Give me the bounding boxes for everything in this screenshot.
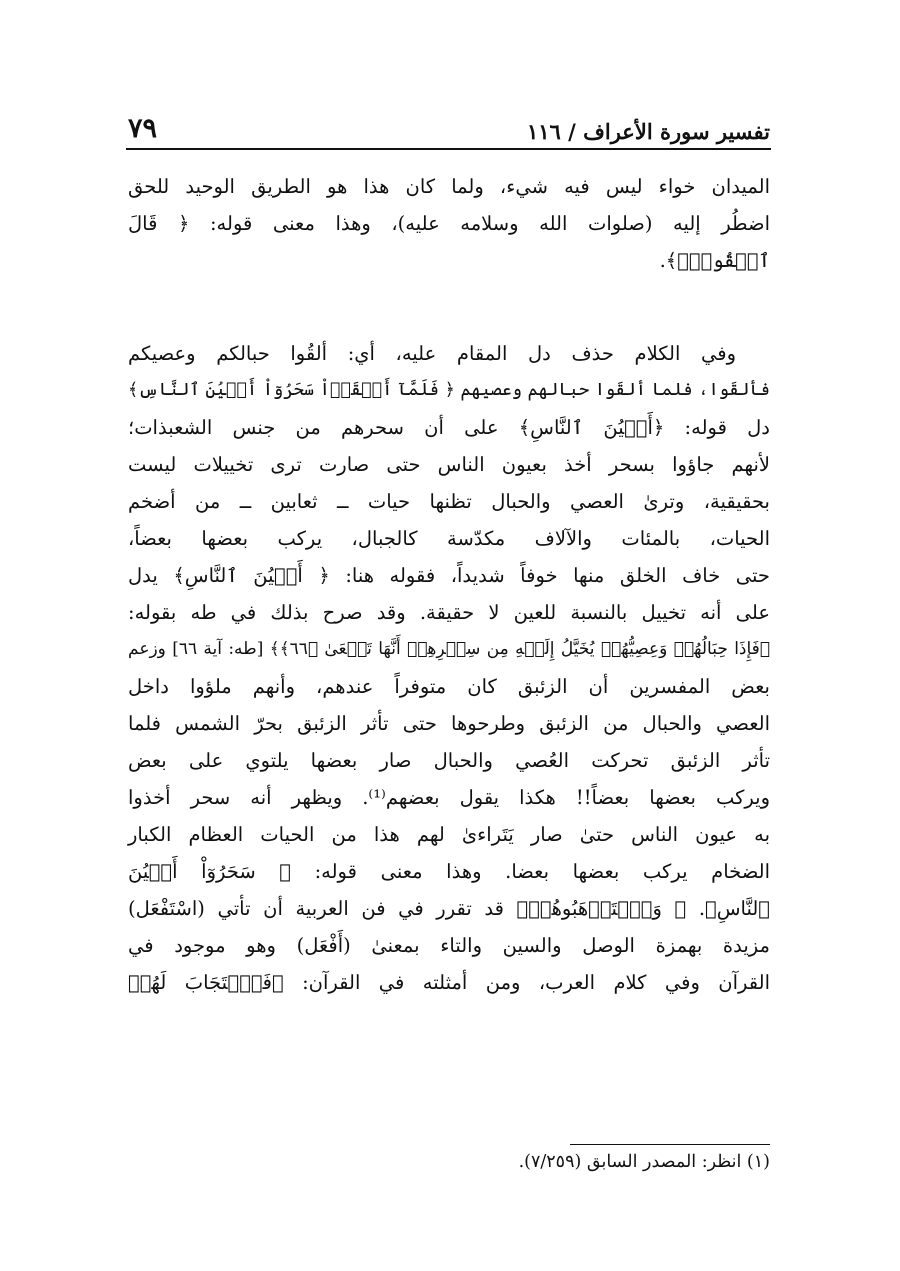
- text-line: حتى خاف الخلق منها خوفاً شديداً، فقوله هنا: ﴿ أَعۡيُنَ ٱلنَّاسِ﴾ يدل: [128, 564, 770, 587]
- text-line: لأنهم جاؤوا بسحر أخذ بعيون الناس حتى صارت ترى تخييلات ليست: [128, 453, 770, 476]
- text-line: الحيات، بالمئات والآلاف مكدّسة كالجبال، يركب بعضها بعضاً،: [128, 527, 770, 550]
- running-title: تفسير سورة الأعراف / ١١٦: [526, 119, 770, 144]
- body-text: [128, 168, 770, 1001]
- page-number: ٧٩: [128, 113, 158, 144]
- text-line: بعض المفسرين أن الزئبق كان متوفراً عندهم، وأنهم ملؤوا داخل: [128, 675, 770, 698]
- text-line: اضطُر إليه (صلوات الله وسلامه عليه)، وهذا معنى قوله: ﴿ قَالَ: [128, 212, 770, 235]
- text-line: وفي الكلام حذف دل المقام عليه، أي: ألقُوا حبالكم وعصيكم: [128, 342, 736, 365]
- text-line: فألقَوا، فلما ألقَوا حبالهم وعصيهم ﴿ فَلَمَّآ أَلۡقَوۡاْ سَحَرُوٓاْ أَعۡيُنَ ٱلنَّاسِ﴾: [128, 380, 770, 400]
- text-line: مزيدة بهمزة الوصل والسين والتاء بمعنىٰ (أَفْعَل) وهو موجود في: [128, 934, 770, 957]
- text-line: ٱلنَّاسِ﴾. ﴿ وَٱسۡتَرۡهَبُوهُمۡ﴾ قد تقرر في فن العربية أن تأتي (اسْتَفْعَل): [128, 897, 770, 920]
- page-header: [128, 104, 770, 144]
- header-rule: [126, 148, 771, 150]
- footnote-rule: [570, 1144, 770, 1145]
- text-line: تأثر الزئبق تحركت العُصي والحبال صار بعضها يلتوي على بعض: [128, 749, 770, 772]
- text-line: به عيون الناس حتىٰ صار يَتَراءىٰ لهم هذا من الحيات العظام الكبار: [128, 823, 770, 846]
- footnote: (١) انظر: المصدر السابق (٧/٢٥٩).: [518, 1152, 770, 1172]
- text-line: الميدان خواء ليس فيه شيء، ولما كان هذا هو الطريق الوحيد للحق: [128, 175, 770, 198]
- text-line: الضخام يركب بعضها بعضا. وهذا معنى قوله: ﴿ سَحَرُوٓاْ أَعۡيُنَ: [128, 860, 770, 883]
- text-line: على أنه تخييل بالنسبة للعين لا حقيقة. وقد صرح بذلك في طه بقوله:: [128, 601, 770, 624]
- text-line: القرآن وفي كلام العرب، ومن أمثلته في القرآن: ﴿فَٱسۡتَجَابَ لَهُمۡ: [128, 971, 770, 994]
- text-line: بحقيقية، وترىٰ العصي والحبال تظنها حيات ــ ثعابين ــ من أضخم: [128, 490, 770, 513]
- text-line: العصي والحبال من الزئبق وطرحوها حتى تأثر الزئبق بحرّ الشمس فلما: [128, 712, 770, 735]
- paragraph-gap: [128, 279, 770, 335]
- text-line: ويركب بعضها بعضاً!! هكذا يقول بعضهم⁽¹⁾. ويظهر أنه سحر أخذوا: [128, 786, 770, 809]
- text-line: دل قوله: ﴿أَعۡيُنَ ٱلنَّاسِ﴾ على أن سحرهم من جنس الشعبذات؛: [128, 416, 770, 439]
- text-line: ﴿فَإِذَا حِبَالُهُمۡ وَعِصِيُّهُمۡ يُخَيَّلُ إِلَيۡهِ مِن سِحۡرِهِمۡ أَنَّهَا تَسۡعَىٰ ﴿٦٦﴾﴾ [طه: آية ٦٦] وزعم: [128, 639, 770, 659]
- text-line: ٱلۡقُواْۖ﴾.: [659, 249, 770, 272]
